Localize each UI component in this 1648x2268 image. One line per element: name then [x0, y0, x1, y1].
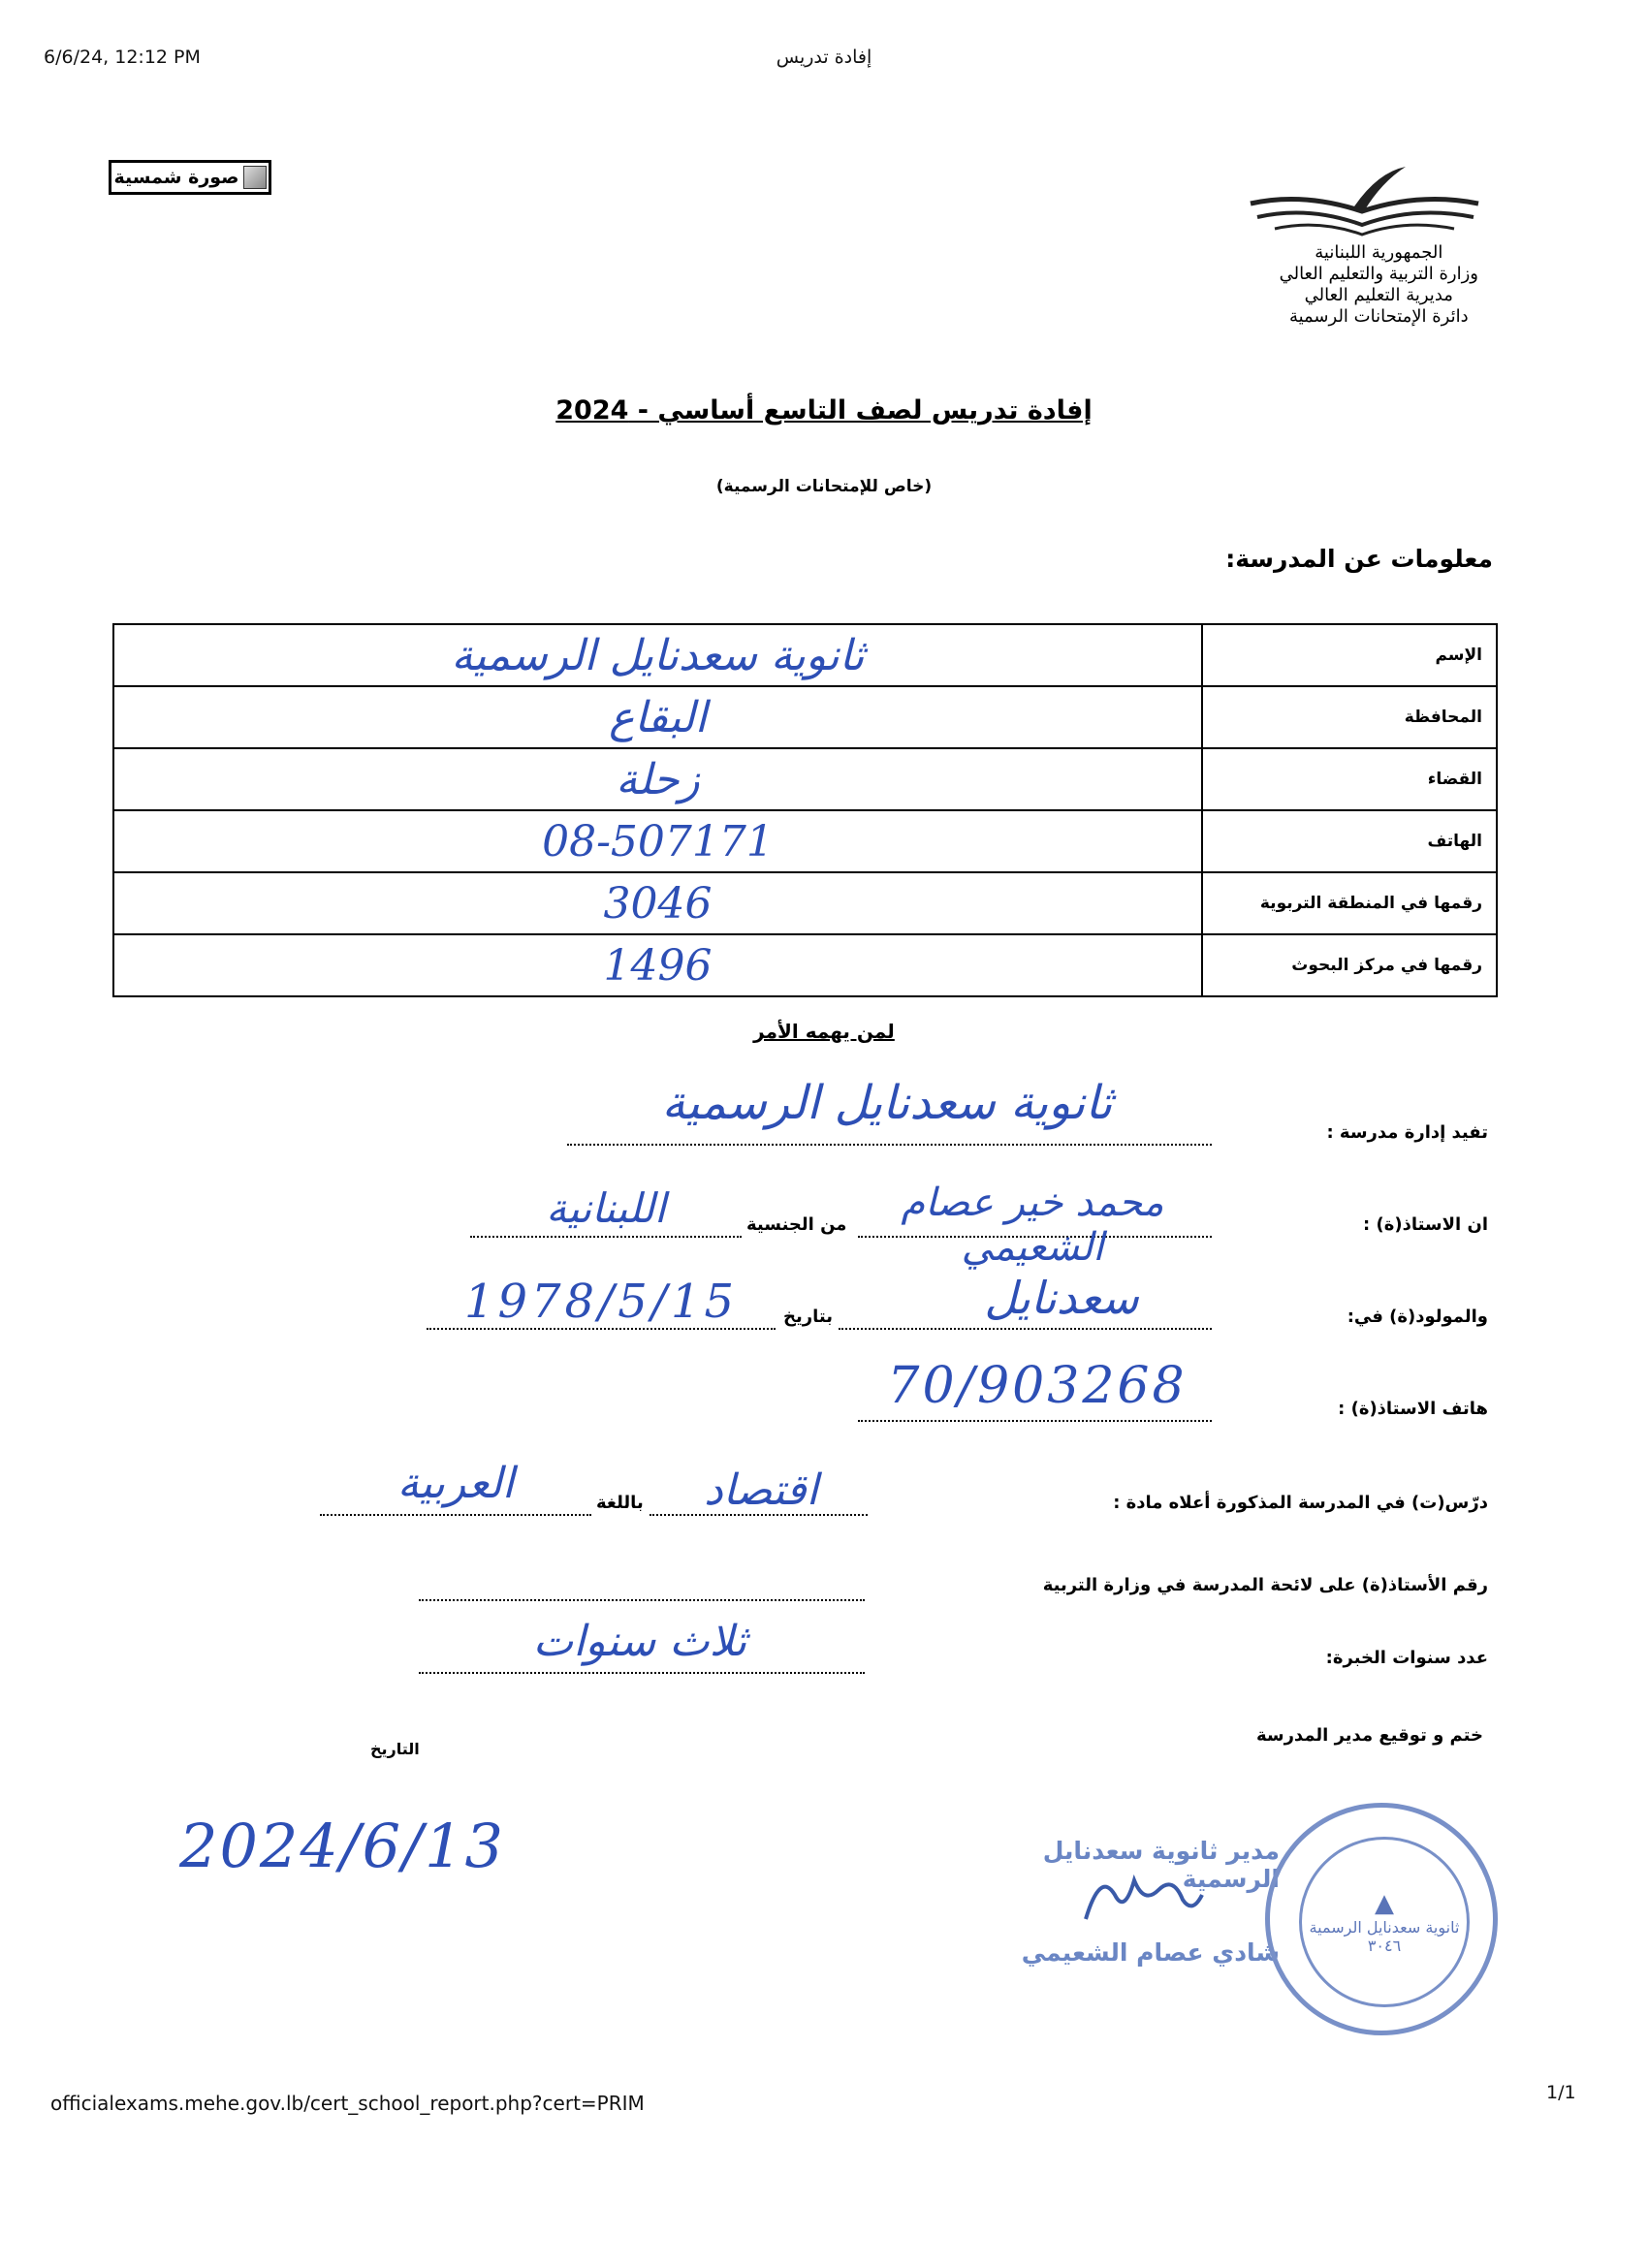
date-label: التاريخ	[370, 1740, 420, 1758]
signature-label: ختم و توقيع مدير المدرسة	[1255, 1725, 1483, 1746]
governorate-label: المحافظة	[1202, 686, 1497, 748]
school-info-table	[112, 623, 1498, 997]
birth-date-label: بتاريخ	[783, 1307, 833, 1327]
print-page-count: 1/1	[1546, 2082, 1576, 2103]
document-subtitle: (خاص للإمتحانات الرسمية)	[715, 477, 933, 496]
birth-date-value: 1978/5/15	[463, 1275, 739, 1329]
region-number-value: 3046	[603, 878, 713, 929]
school-stamp	[1265, 1803, 1498, 2035]
stamp-inner	[1299, 1837, 1470, 2007]
principal-name: شادي عصام الشعيمي	[1021, 1938, 1280, 1967]
ministry-line: دائرة الإمتحانات الرسمية	[1288, 306, 1469, 327]
district-label: القضاء	[1202, 748, 1497, 810]
taught-subject-label: درّس(ت) في المدرسة المذكورة أعلاه مادة :	[1113, 1493, 1488, 1513]
dotted-line	[320, 1514, 591, 1516]
governorate-cell	[113, 686, 1202, 748]
dotted-line	[470, 1236, 742, 1238]
table-row	[113, 872, 1497, 934]
school-name-cell	[113, 624, 1202, 686]
teacher-label: ان الاستاذ(ة) :	[1363, 1214, 1488, 1235]
photo-label: صورة شمسية	[113, 167, 239, 188]
dotted-line	[839, 1328, 1212, 1330]
born-label: والمولود(ة) في:	[1347, 1307, 1488, 1327]
subject-value: اقتصاد	[704, 1465, 818, 1515]
table-row	[113, 686, 1497, 748]
print-datetime: 6/6/24, 12:12 PM	[44, 47, 201, 68]
teacher-phone-value: 70/903268	[887, 1357, 1188, 1415]
ministry-line: الجمهورية اللبنانية	[1315, 242, 1443, 263]
dotted-line	[419, 1599, 865, 1601]
table-row	[113, 624, 1497, 686]
principal-signature-icon	[1076, 1866, 1212, 1934]
phone-label: الهاتف	[1202, 810, 1497, 872]
dotted-line	[567, 1144, 1212, 1146]
research-number-label: رقمها في مركز البحوث	[1202, 934, 1497, 996]
ministry-line: مديرية التعليم العالي	[1304, 285, 1453, 305]
region-number-cell	[113, 872, 1202, 934]
cedar-icon: ▲	[1375, 1889, 1394, 1918]
table-row	[113, 810, 1497, 872]
ministry-book-logo-icon	[1246, 163, 1488, 240]
nationality-label: من الجنسية	[746, 1214, 847, 1235]
register-number-label: رقم الأستاذ(ة) على لائحة المدرسة في وزارة التربية	[1042, 1575, 1488, 1595]
date-value: 2024/6/13	[179, 1811, 505, 1881]
governorate-value: البقاع	[609, 692, 707, 742]
stamp-school-name: ثانوية سعدنايل الرسمية	[1309, 1918, 1460, 1937]
stamp-number: ٣٠٤٦	[1367, 1937, 1402, 1955]
district-cell	[113, 748, 1202, 810]
research-number-value: 1496	[603, 940, 713, 991]
dotted-line	[858, 1420, 1212, 1422]
nationality-value: اللبنانية	[546, 1184, 666, 1232]
language-value: العربية	[396, 1459, 515, 1508]
dotted-line	[419, 1672, 865, 1674]
table-row	[113, 934, 1497, 996]
print-page-title: إفادة تدريس	[776, 47, 872, 68]
research-number-cell	[113, 934, 1202, 996]
school-info-heading: معلومات عن المدرسة:	[1225, 545, 1493, 573]
print-url: officialexams.mehe.gov.lb/cert_school_report.php?cert=PRIM	[50, 2092, 645, 2115]
document-title: إفادة تدريس لصف التاسع أساسي - 2024	[555, 395, 1093, 425]
phone-value: 08-507171	[542, 816, 774, 866]
district-value: زحلة	[616, 754, 700, 804]
experience-value: ثلاث سنوات	[532, 1617, 747, 1666]
principal-title: مدير ثانوية سعدنايل الرسمية	[1042, 1837, 1280, 1893]
to-whom-heading: لمن يهمه الأمر	[753, 1020, 895, 1043]
ministry-line: وزارة التربية والتعليم العالي	[1279, 264, 1478, 284]
language-label: باللغة	[596, 1493, 644, 1513]
phone-cell	[113, 810, 1202, 872]
school-name-label: الإسم	[1202, 624, 1497, 686]
school-name-value: ثانوية سعدنايل الرسمية	[451, 630, 865, 680]
birth-place-value: سعدنايل	[984, 1272, 1139, 1324]
ministry-header	[1280, 242, 1478, 328]
table-row	[113, 748, 1497, 810]
school-admin-value: ثانوية سعدنايل الرسمية	[661, 1076, 1113, 1130]
region-number-label: رقمها في المنطقة التربوية	[1202, 872, 1497, 934]
experience-label: عدد سنوات الخبرة:	[1325, 1648, 1488, 1668]
photo-placeholder	[109, 160, 271, 195]
teacher-phone-label: هاتف الاستاذ(ة) :	[1338, 1399, 1488, 1419]
photo-icon	[243, 166, 267, 189]
school-admin-label: تفيد إدارة مدرسة :	[1326, 1122, 1488, 1143]
teacher-name-value: محمد خير عصام الشعيمي	[901, 1181, 1164, 1270]
